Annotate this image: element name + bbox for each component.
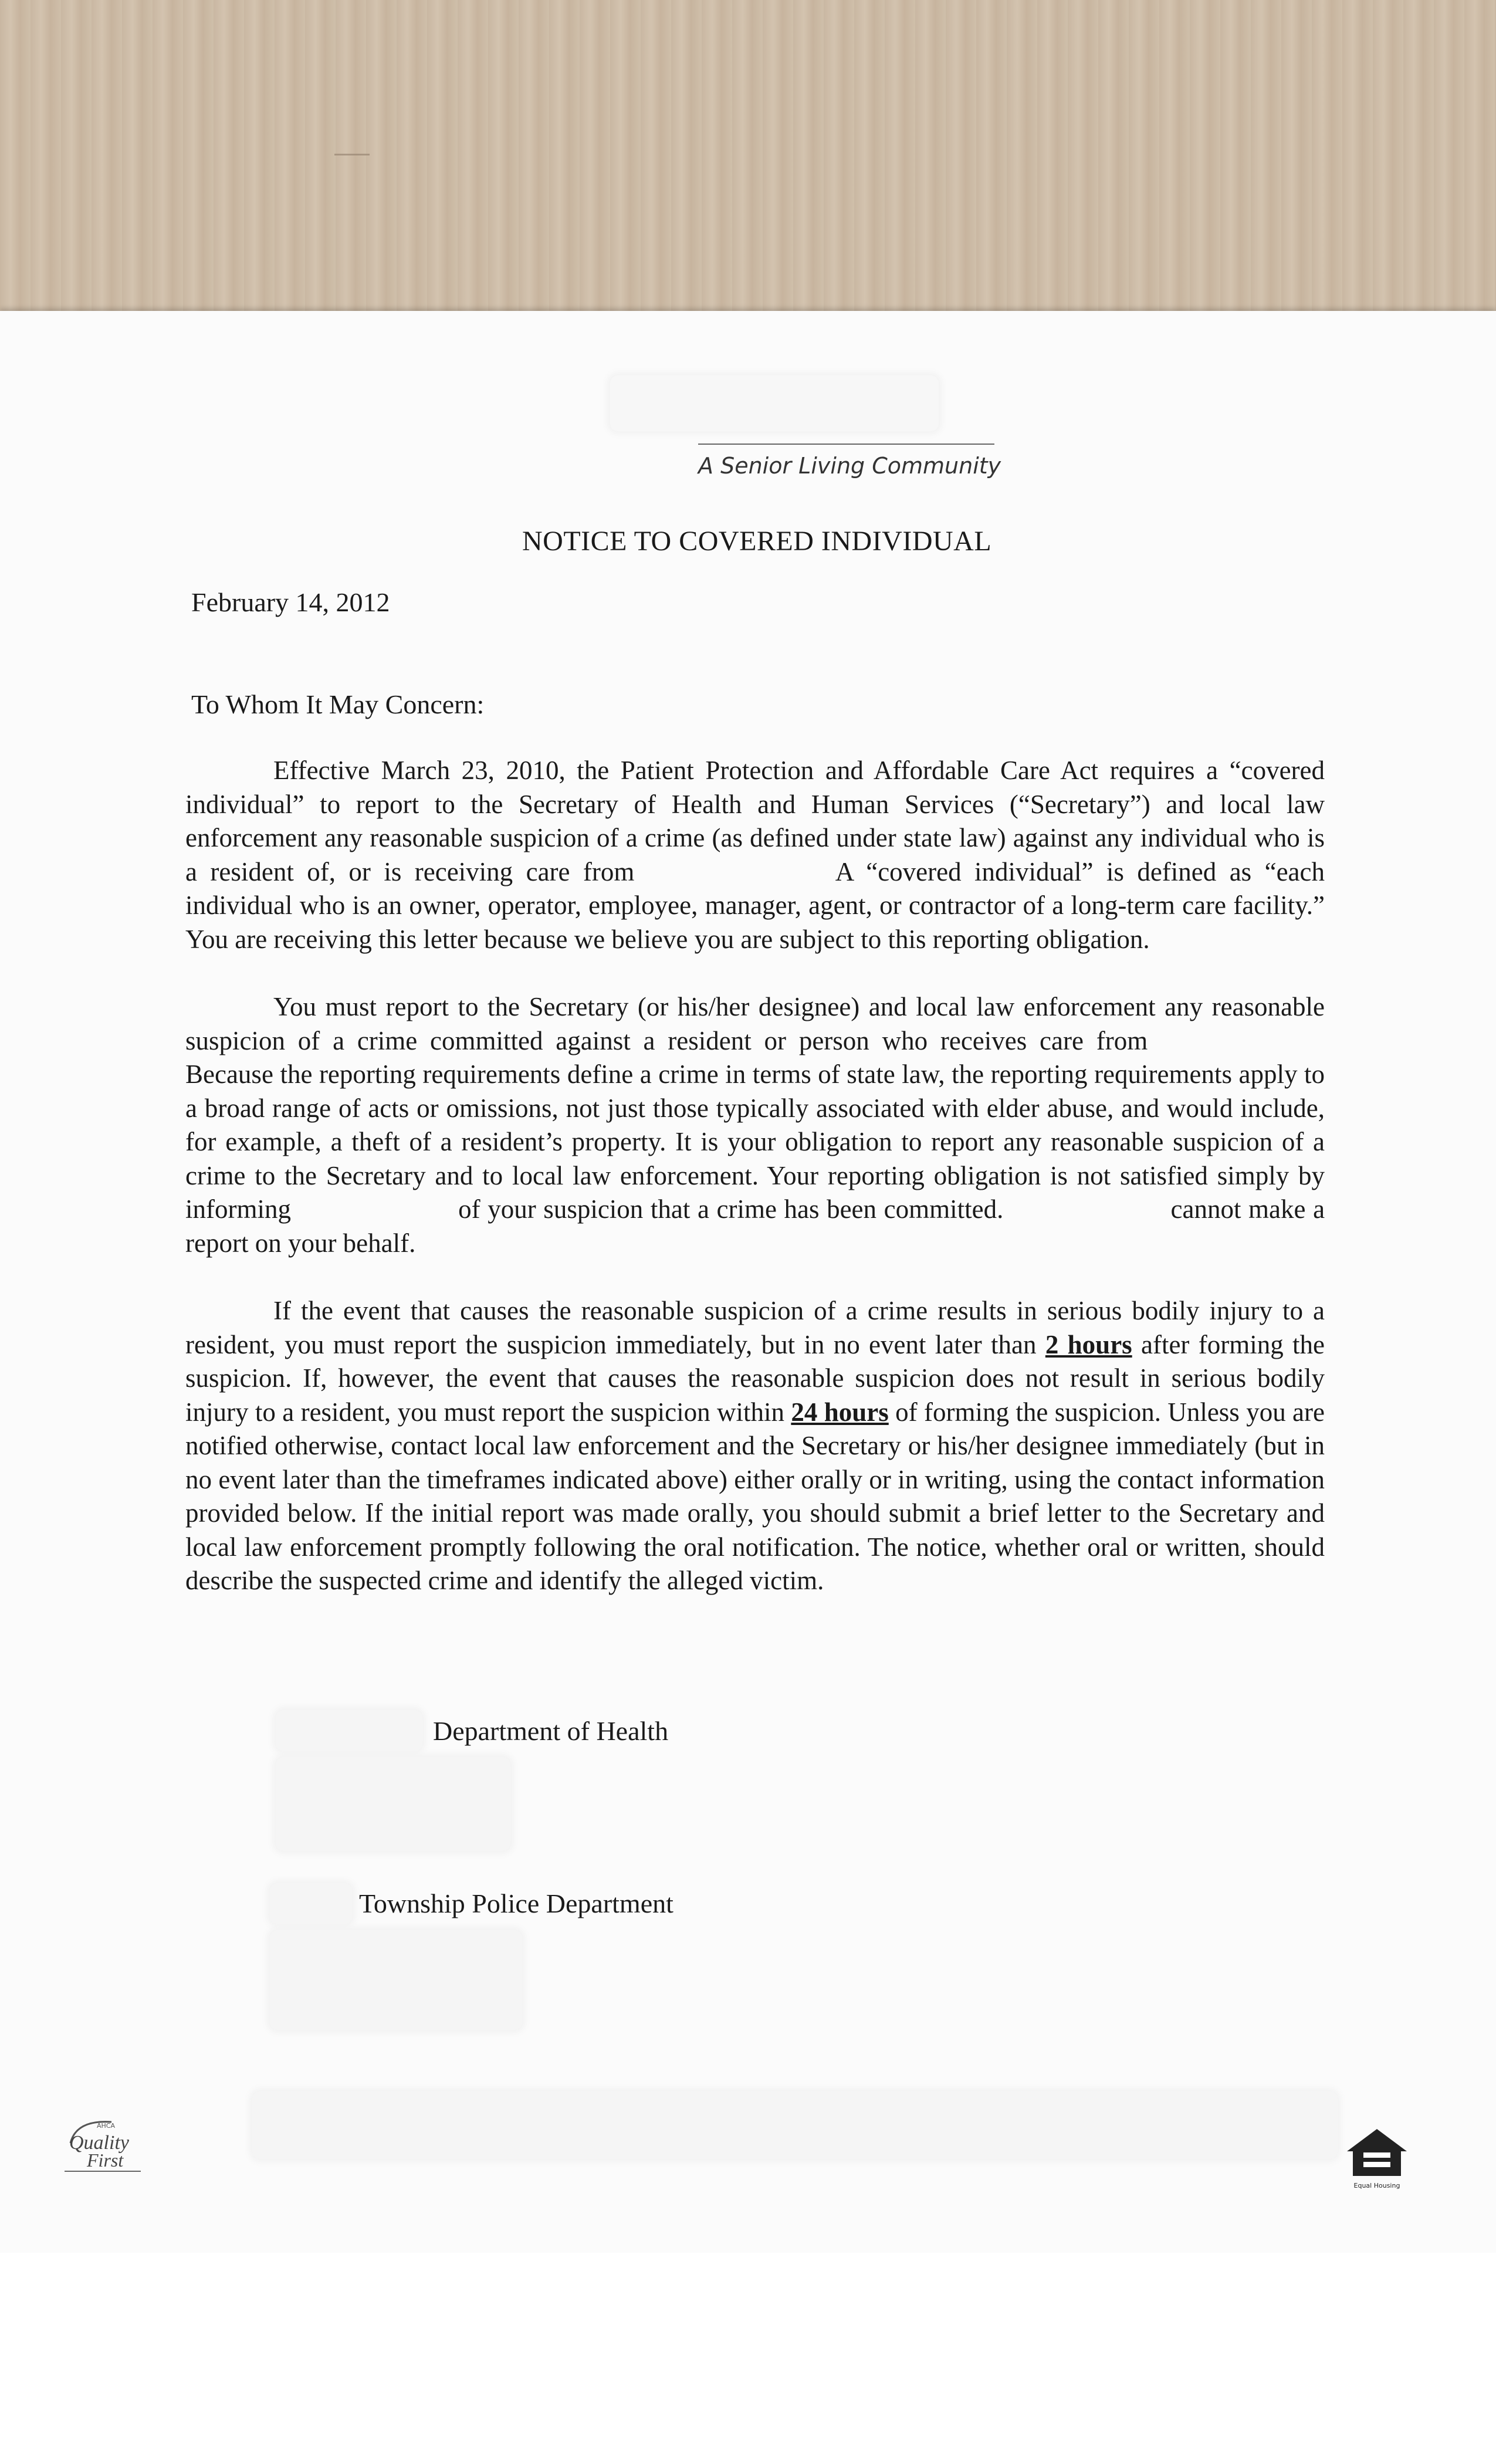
svg-text:AHCA: AHCA [97,2122,116,2130]
paragraph-3-text-b: after forming the suspicion. If, however, the event that causes the reasonable suspicion does not result in serious bodily injury to a resident, you must report the suspicion within [185,1329,1325,1427]
redacted-health-address [276,1757,510,1851]
scanner-background [0,0,1496,317]
redacted-police-prefix [270,1883,352,1924]
paragraph-2-text-d: cannot make a report on your behalf. [185,1194,1325,1258]
contact-health-department: Department of Health [433,1716,669,1746]
deadline-24-hours: 24 hours [791,1397,889,1427]
deadline-2-hours: 2 hours [1045,1329,1132,1359]
paragraph-3-text-a: If the event that causes the reasonable suspicion of a crime results in serious bodily injury to a resident, you must report the suspicion immediately, but in no event later than [185,1296,1325,1359]
paragraph-3 [185,1294,1325,1598]
paragraph-1-text-b: A “covered individual” is defined as “each individual who is an owner, operator, employee, manager, agent, or contractor of a long-term care facility.” You are receiving this letter because we believe you are subject to this reporting obligation. [185,857,1325,954]
paragraph-1-text-a: Effective March 23, 2010, the Patient Protection and Affordable Care Act requires a “covered individual” to report to the Secretary of Health and Human Services (“Secretary”) and local law enforcement any reasonable suspicion of a crime (as defined under state law) against any individual who is a resident of, or is receiving care from [185,756,1325,886]
paragraph-2 [185,990,1325,1260]
svg-text:Equal Housing: Equal Housing [1353,2182,1400,2189]
redacted-footer-address [252,2091,1338,2159]
page-title: NOTICE TO COVERED INDIVIDUAL [522,526,992,557]
paragraph-2-text-b: Because the reporting requirements define a crime in terms of state law, the reporting requirements apply to a broad range of acts or omissions, not just those typically associated with elder abuse, and would include, for example, a theft of a resident’s property. It is your obligation to report any reasonable suspicion of a crime to the Secretary and to local law enforcement. Your reporting obligation is not satisfied simply by informing [185,1060,1325,1224]
paragraph-3-text-c: of forming the suspicion. Unless you are notified otherwise, contact local law enforcement and the Secretary or his/her designee immediately (but in no event later than the timeframes indicated above) either orally or in writing, using the contact information provided below. If the initial report was made orally, you should submit a brief letter to the Secretary and local law enforcement promptly following the oral notification. The notice, whether oral or written, should describe the suspected crime and identify the alleged victim. [185,1397,1325,1595]
paragraph-2-text-c: of your suspicion that a crime has been committed. [458,1194,1004,1224]
blank-margin [0,2253,1496,2464]
salutation: To Whom It May Concern: [191,689,485,719]
letter-date: February 14, 2012 [191,587,390,617]
letterhead-rule [698,444,994,445]
letterhead-tagline: A Senior Living Community [698,453,1001,479]
contact-police-department: Township Police Department [359,1888,673,1918]
redacted-police-address [270,1930,522,2030]
scanner-streak [334,154,370,155]
redacted-letterhead-name [610,375,939,431]
svg-text:First: First [87,2150,124,2171]
svg-text:Quality: Quality [69,2132,129,2154]
paragraph-1 [185,754,1325,956]
letter-body [185,754,1325,1632]
redacted-health-prefix [276,1710,422,1751]
equal-housing-icon [1343,2127,1411,2191]
quality-first-logo [59,2115,158,2174]
paragraph-2-text-a: You must report to the Secretary (or his/her designee) and local law enforcement any reasonable suspicion of a crime committed against a resident or person who receives care from [185,992,1325,1055]
